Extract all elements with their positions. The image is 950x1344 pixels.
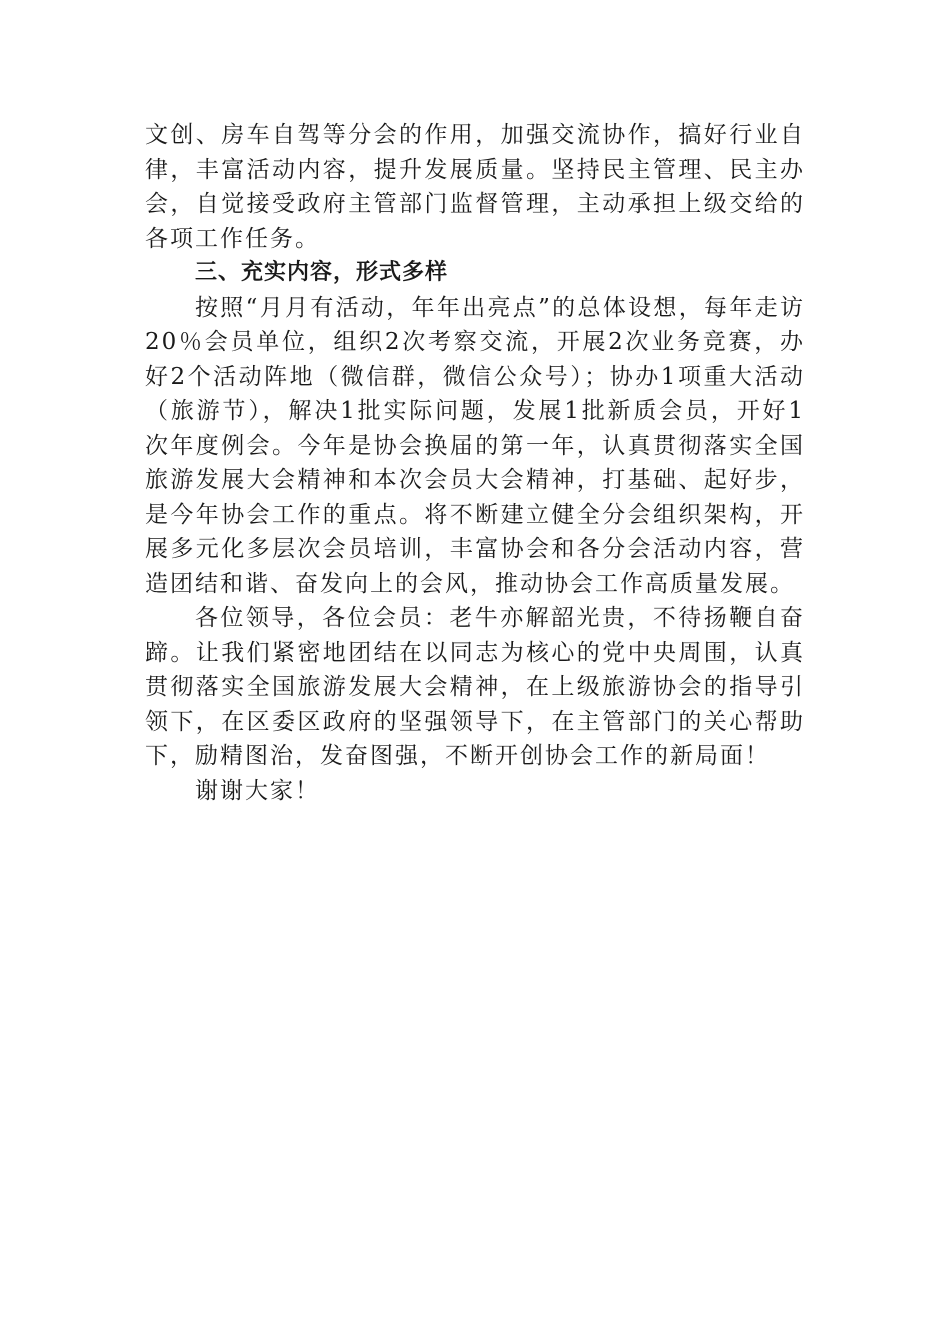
section-heading: 三、充实内容，形式多样 xyxy=(195,260,449,285)
paragraph-plan: 按照“月月有活动，年年出亮点”的总体设想，每年走访20％会员单位，组织2次考察交流，开展2次业务竞赛，办好2个活动阵地（微信群，微信公众号）；协办1项重大活动（旅游节），解决1批实际问题，发展1批新质会员，开好1次年度例会。今年是协会换届的第一年，认真贯彻落实全国旅游发展大会精神和本次会员大会精神，打基础、起好步，是今年协会工作的重点。将不断建立健全分会组织架构，开展多元化多层次会员培训，丰富协会和各分会活动内容，营造团结和谐、奋发向上的会风，推动协会工作高质量发展。 xyxy=(145,294,805,597)
paragraph-continuation: 文创、房车自驾等分会的作用，加强交流协作，搞好行业自律，丰富活动内容，提升发展质量。坚持民主管理、民主办会，自觉接受政府主管部门监督管理，主动承担上级交给的各项工作任务。 xyxy=(145,122,805,252)
paragraph-closing: 各位领导，各位会员：老牛亦解韶光贵，不待扬鞭自奋蹄。让我们紧密地团结在以同志为核心的党中央周围，认真贯彻落实全国旅游发展大会精神，在上级旅游协会的指导引领下，在区委区政府的坚强领导下，在主管部门的关心帮助下，励精图治，发奋图强，不断开创协会工作的新局面！ xyxy=(145,605,805,769)
document-body xyxy=(145,118,805,808)
thanks-line: 谢谢大家！ xyxy=(195,777,320,804)
